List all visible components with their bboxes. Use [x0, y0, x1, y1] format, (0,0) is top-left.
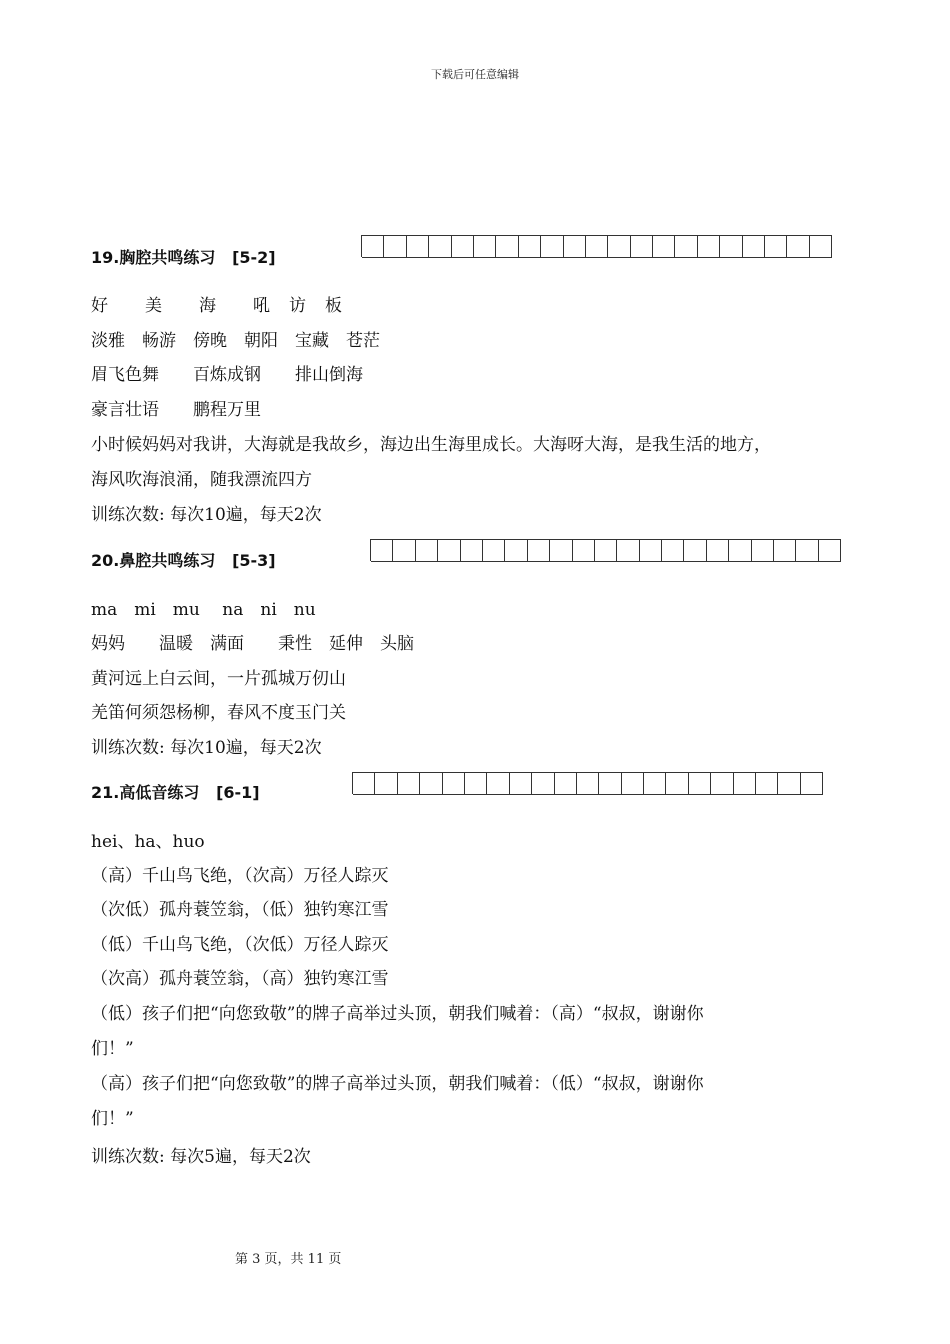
practice-box	[487, 772, 509, 795]
practice-box	[429, 235, 451, 258]
practice-box	[362, 235, 384, 258]
text-line: 羌笛何须怨杨柳，春风不度玉门关	[91, 703, 346, 723]
practice-box	[407, 235, 429, 258]
text-line: 好 美 海 吼 访 板	[91, 296, 343, 316]
practice-box	[765, 235, 787, 258]
section-title-text: 20.鼻腔共鸣练习	[91, 551, 216, 570]
practice-box	[801, 772, 823, 795]
practice-box	[573, 539, 595, 562]
training-count: 训练次数: 每次10遍，每天2次	[91, 505, 322, 525]
practice-checkbox-row-21	[352, 772, 823, 794]
section-code: [5-2]	[232, 248, 276, 267]
practice-box	[666, 772, 688, 795]
text-line: ma mi mu na ni nu	[91, 600, 316, 620]
training-count: 训练次数: 每次5遍，每天2次	[91, 1147, 311, 1167]
training-count: 训练次数: 每次10遍，每天2次	[91, 738, 322, 758]
section-title-text: 19.胸腔共鸣练习	[91, 248, 216, 267]
practice-box	[689, 772, 711, 795]
practice-box	[483, 539, 505, 562]
practice-box	[416, 539, 438, 562]
practice-box	[774, 539, 796, 562]
text-line: 淡雅 畅游 傍晚 朝阳 宝藏 苍茫	[91, 331, 380, 351]
practice-box	[640, 539, 662, 562]
practice-box	[595, 539, 617, 562]
text-line: （低）孩子们把“向您致敬”的牌子高举过头顶，朝我们喊着：（高）“叔叔，谢谢你	[91, 1004, 704, 1024]
practice-box	[375, 772, 397, 795]
practice-box	[622, 772, 644, 795]
text-line: 眉飞色舞 百炼成钢 排山倒海	[91, 365, 363, 385]
practice-box	[617, 539, 639, 562]
text-line: 们！”	[91, 1109, 134, 1129]
text-line: （低）千山鸟飞绝，（次低）万径人踪灭	[91, 935, 389, 955]
practice-box	[586, 235, 608, 258]
practice-box	[438, 539, 460, 562]
practice-box	[420, 772, 442, 795]
practice-box	[550, 539, 572, 562]
page-footer: 第 3 页，共 11 页	[235, 1252, 342, 1267]
text-line: 黄河远上白云间，一片孤城万仞山	[91, 669, 346, 689]
practice-box	[496, 235, 518, 258]
section-20-title	[91, 548, 276, 571]
practice-box	[729, 539, 751, 562]
practice-box	[720, 235, 742, 258]
practice-box	[778, 772, 800, 795]
practice-box	[532, 772, 554, 795]
text-line: 海风吹海浪涌，随我漂流四方	[91, 470, 312, 490]
practice-box	[734, 772, 756, 795]
section-code: [5-3]	[232, 551, 276, 570]
practice-box	[452, 235, 474, 258]
text-line: （高）孩子们把“向您致敬”的牌子高举过头顶，朝我们喊着：（低）“叔叔，谢谢你	[91, 1074, 704, 1094]
practice-box	[505, 539, 527, 562]
practice-box	[707, 539, 729, 562]
practice-box	[371, 539, 393, 562]
page-header: 下载后可任意编辑	[431, 68, 519, 81]
text-line: 们！”	[91, 1039, 134, 1059]
text-line: 小时候妈妈对我讲，大海就是我故乡，海边出生海里成长。大海呀大海，是我生活的地方，	[91, 435, 771, 455]
practice-box	[599, 772, 621, 795]
section-code: [6-1]	[216, 783, 260, 802]
practice-box	[698, 235, 720, 258]
practice-checkbox-row-20	[370, 539, 841, 561]
text-line: （次高）孤舟蓑笠翁，（高）独钓寒江雪	[91, 969, 389, 989]
section-21-title	[91, 780, 260, 803]
practice-box	[393, 539, 415, 562]
practice-box	[743, 235, 765, 258]
practice-box	[644, 772, 666, 795]
text-line: 豪言壮语 鹏程万里	[91, 400, 261, 420]
practice-box	[564, 235, 586, 258]
practice-box	[684, 539, 706, 562]
practice-box	[787, 235, 809, 258]
practice-box	[465, 772, 487, 795]
practice-box	[810, 235, 832, 258]
practice-box	[519, 235, 541, 258]
practice-box	[528, 539, 550, 562]
text-line: hei、ha、huo	[91, 832, 205, 852]
section-19-title	[91, 245, 276, 268]
practice-box	[398, 772, 420, 795]
practice-box	[608, 235, 630, 258]
practice-box	[711, 772, 733, 795]
practice-box	[577, 772, 599, 795]
practice-box	[474, 235, 496, 258]
practice-box	[752, 539, 774, 562]
practice-checkbox-row-19	[361, 235, 832, 257]
section-title-text: 21.高低音练习	[91, 783, 200, 802]
text-line: （高）千山鸟飞绝，（次高）万径人踪灭	[91, 866, 389, 886]
practice-box	[555, 772, 577, 795]
practice-box	[756, 772, 778, 795]
practice-box	[461, 539, 483, 562]
text-line: （次低）孤舟蓑笠翁，（低）独钓寒江雪	[91, 900, 389, 920]
practice-box	[662, 539, 684, 562]
practice-box	[653, 235, 675, 258]
practice-box	[796, 539, 818, 562]
practice-box	[675, 235, 697, 258]
practice-box	[510, 772, 532, 795]
practice-box	[631, 235, 653, 258]
practice-box	[819, 539, 841, 562]
practice-box	[353, 772, 375, 795]
practice-box	[443, 772, 465, 795]
practice-box	[541, 235, 563, 258]
practice-box	[384, 235, 406, 258]
text-line: 妈妈 温暖 满面 秉性 延伸 头脑	[91, 634, 414, 654]
